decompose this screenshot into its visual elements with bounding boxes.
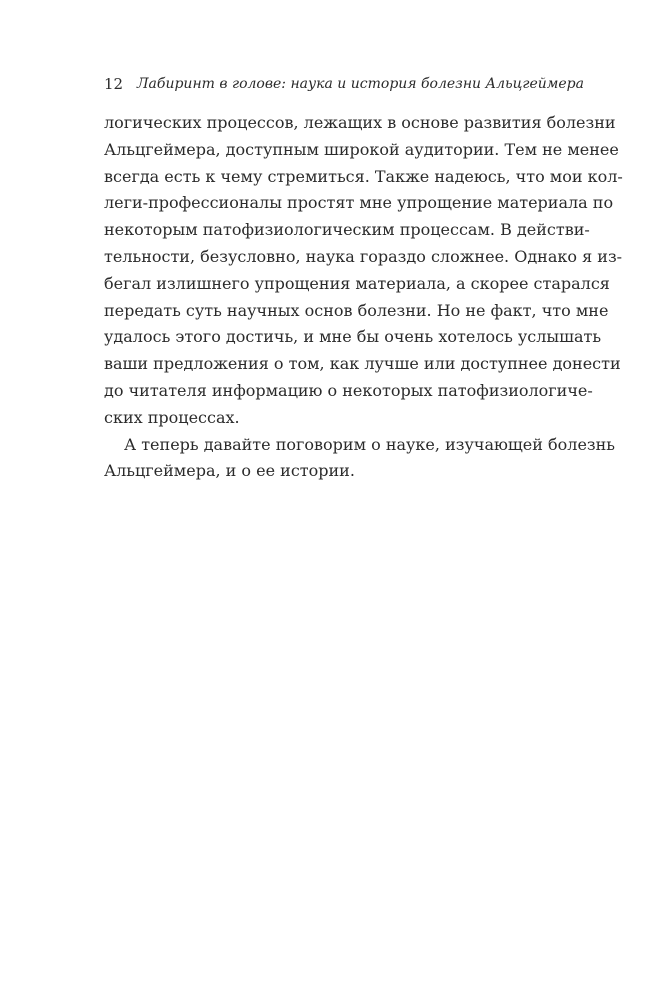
page-number: 12 xyxy=(104,75,124,93)
text-line: некоторым патофизиологическим процессам. В действи- xyxy=(104,220,590,240)
text-line: Альцгеймера, доступным широкой аудитории. Тем не менее xyxy=(104,139,619,159)
paragraph xyxy=(104,110,623,432)
paragraph xyxy=(104,432,616,486)
text-line: Альцгеймера, и о ее истории. xyxy=(104,461,355,481)
text-line: до читателя информацию о некоторых патофизиологиче- xyxy=(104,380,593,400)
text-line: удалось этого достичь, и мне бы очень хотелось услышать xyxy=(104,327,602,347)
text-line: тельности, безусловно, наука гораздо сложнее. Однако я из- xyxy=(104,246,623,266)
text-line: всегда есть к чему стремиться. Также надеюсь, что мои кол- xyxy=(104,166,623,186)
body-text xyxy=(104,110,623,485)
text-line: логических процессов, лежащих в основе развития болезни xyxy=(104,113,616,132)
text-line: ских процессах. xyxy=(104,407,240,427)
running-title: Лабиринт в голове: наука и история болезни Альцгеймера xyxy=(136,76,584,92)
text-line: А теперь давайте поговорим о науке, изучающей болезнь xyxy=(124,434,616,454)
text-line: ваши предложения о том, как лучше или доступнее донести xyxy=(104,354,621,374)
text-line: передать суть научных основ болезни. Но не факт, что мне xyxy=(104,300,609,320)
text-line: бегал излишнего упрощения материала, а скорее старался xyxy=(104,273,610,293)
running-header xyxy=(104,74,584,96)
text-line: леги-профессионалы простят мне упрощение материала по xyxy=(104,193,614,213)
